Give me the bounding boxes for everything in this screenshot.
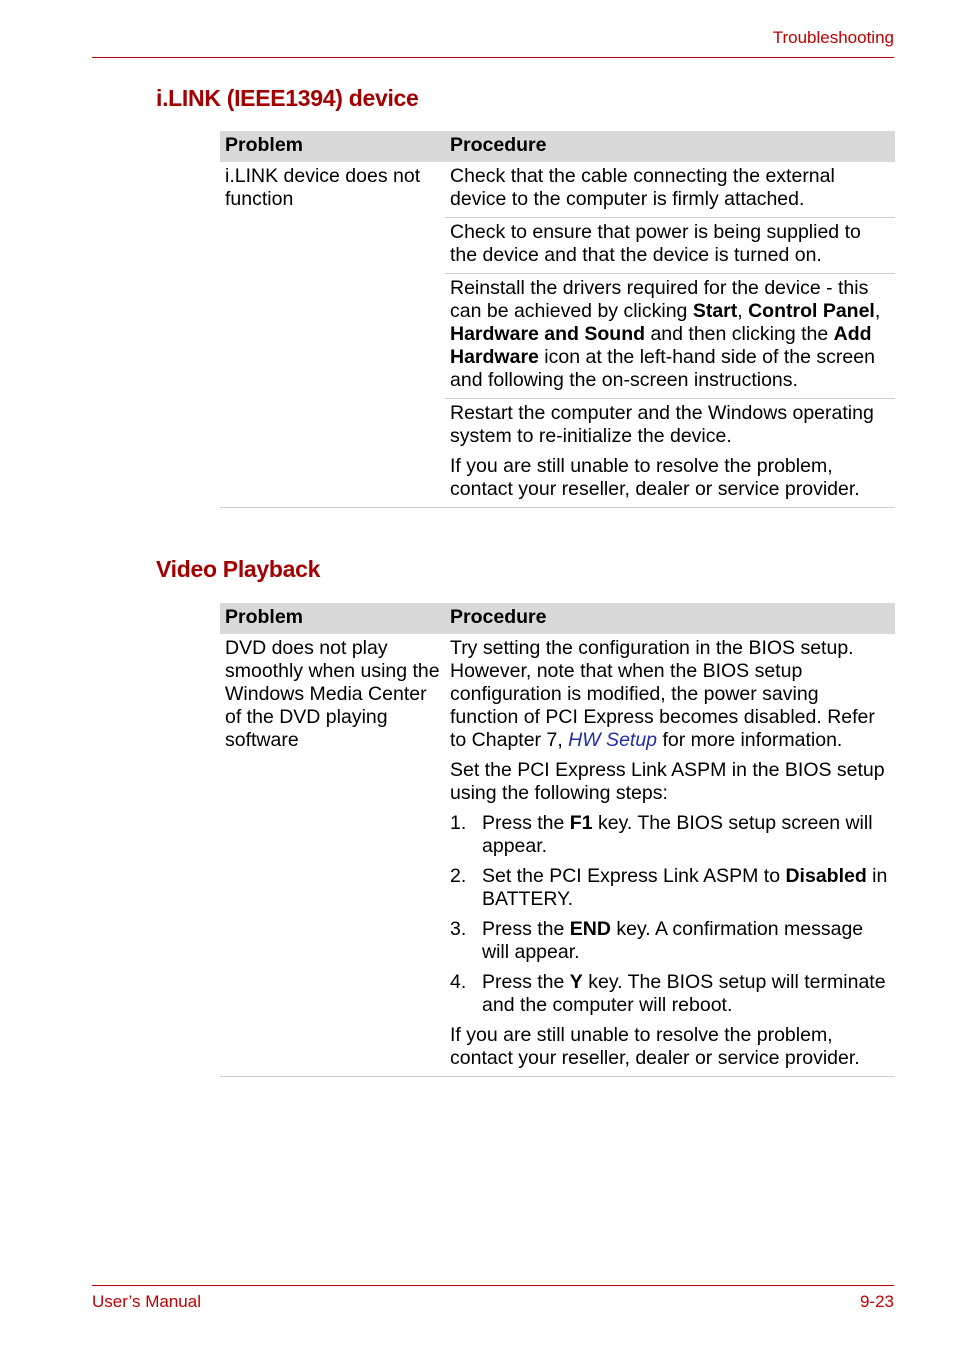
table-header	[220, 603, 895, 634]
manual-name: User’s Manual	[92, 1292, 201, 1311]
page-number: 9-23	[859, 1292, 894, 1311]
procedure-text: If you are still unable to resolve the problem, contact your reseller, dealer or service provider.	[450, 455, 860, 500]
procedure-text: Restart the computer and the Windows operating system to re-initialize the device.	[450, 402, 874, 447]
procedure-step	[445, 218, 895, 274]
list-item: 2. Set the PCI Express Link ASPM to Disabled in BATTERY.	[450, 865, 888, 910]
hw-setup-link[interactable]: HW Setup	[568, 729, 658, 751]
page-header	[92, 0, 894, 58]
procedure-step	[445, 162, 895, 218]
col-problem-header: Problem	[225, 606, 304, 628]
col-procedure-header: Procedure	[450, 134, 547, 156]
procedure-text: Reinstall the drivers required for the device - this can be achieved by clicking Start, Control Panel, Hardware and Sound and then clicking the Add Hardware icon at the left-hand side of the screen and following the on-screen instructions.	[450, 277, 881, 391]
page-footer	[92, 1285, 894, 1311]
list-item: 1. Press the F1 key. The BIOS setup screen will appear.	[450, 812, 873, 857]
procedure-cell	[445, 162, 895, 507]
procedure-text: If you are still unable to resolve the problem, contact your reseller, dealer or service provider.	[450, 1024, 860, 1069]
steps-list	[450, 812, 890, 1017]
table-header	[220, 131, 895, 162]
section-title-ilink: i.LINK (IEEE1394) device	[156, 85, 419, 111]
table-row	[220, 162, 895, 508]
procedure-text: Set the PCI Express Link ASPM in the BIOS setup using the following steps:	[450, 759, 885, 804]
list-item: 3. Press the END key. A confirmation message will appear.	[450, 918, 864, 963]
section-title-video: Video Playback	[156, 556, 321, 582]
procedure-cell	[445, 634, 895, 1076]
problem-cell: DVD does not play smoothly when using the Windows Media Center of the DVD playing software	[225, 637, 440, 751]
problem-cell: i.LINK device does not function	[225, 165, 421, 210]
procedure-text: Check that the cable connecting the external device to the computer is firmly attached.	[450, 165, 835, 210]
chapter-title: Troubleshooting	[772, 28, 894, 47]
procedure-text: Check to ensure that power is being supplied to the device and that the device is turned on.	[450, 221, 861, 266]
procedure-step	[445, 274, 895, 399]
ilink-table	[220, 131, 895, 508]
col-procedure-header: Procedure	[450, 606, 547, 628]
table-row	[220, 634, 895, 1077]
procedure-text: Try setting the configuration in the BIOS setup. However, note that when the BIOS setup configuration is modified, the power saving function of PCI Express becomes disabled. Refer to Chapter 7, HW Setup for more information.	[450, 637, 875, 751]
col-problem-header: Problem	[225, 134, 304, 156]
video-table	[220, 603, 895, 1077]
procedure-step	[445, 634, 895, 1076]
list-item: 4. Press the Y key. The BIOS setup will terminate and the computer will reboot.	[450, 971, 886, 1016]
procedure-step	[445, 399, 895, 507]
